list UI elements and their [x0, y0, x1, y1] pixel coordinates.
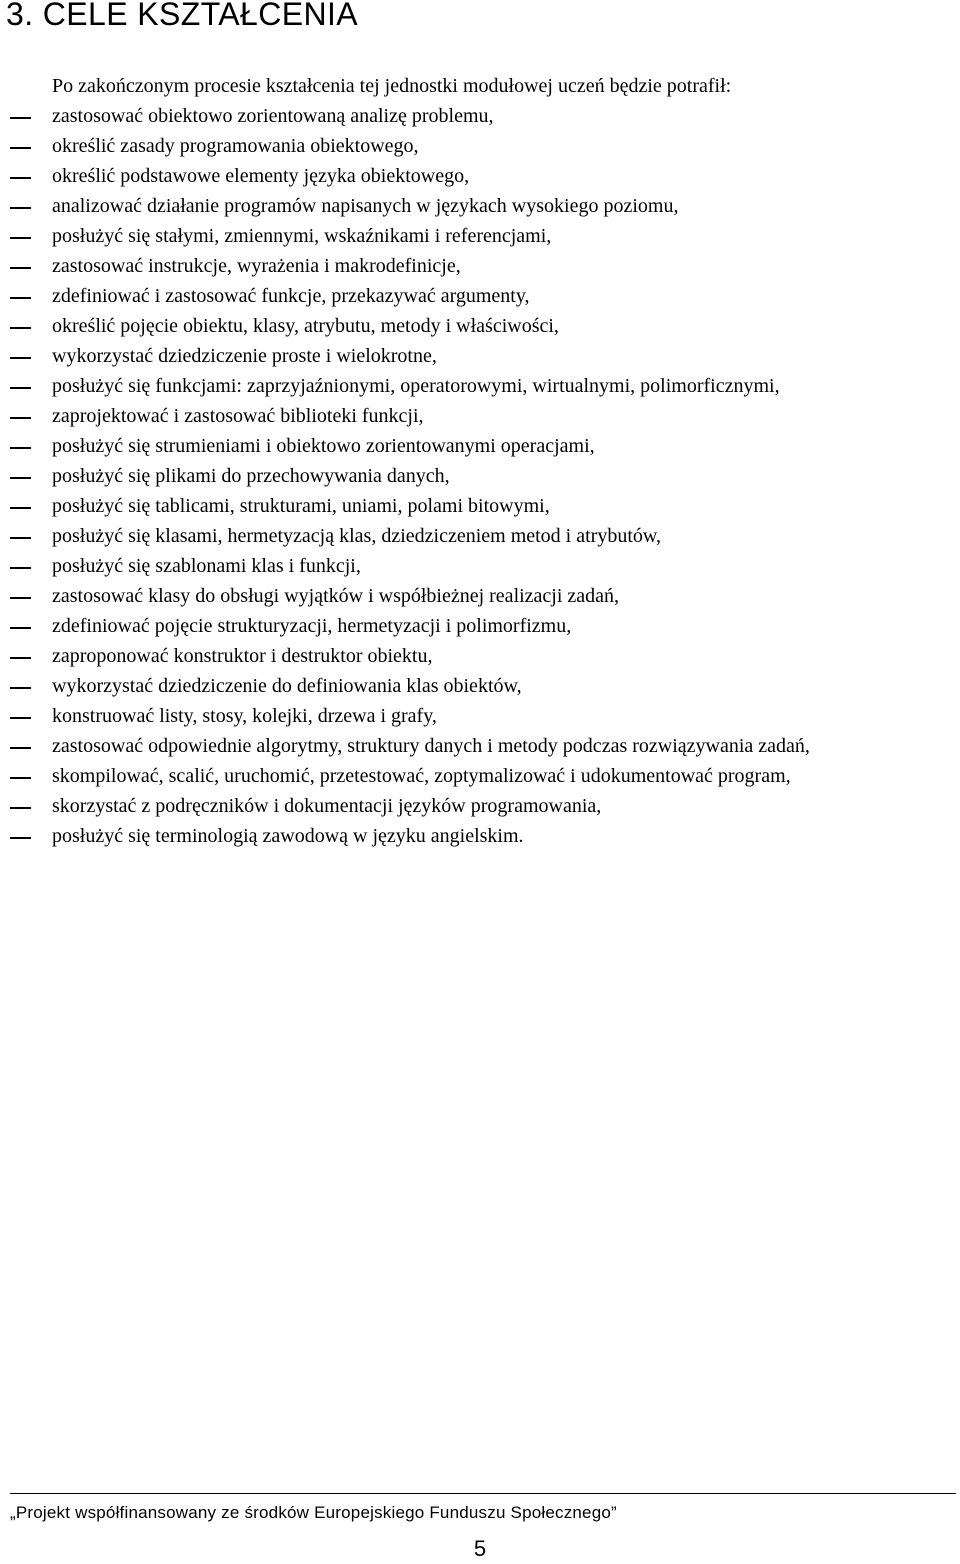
list-item-text: zastosować instrukcje, wyrażenia i makrodefinicje,: [52, 255, 461, 277]
dash-bullet-icon: [10, 807, 31, 809]
list-item-text: określić pojęcie obiektu, klasy, atrybutu, metody i właściwości,: [52, 315, 559, 337]
dash-bullet-icon: [10, 447, 31, 449]
dash-bullet-icon: [10, 387, 31, 389]
list-item: [0, 671, 954, 701]
list-item-text: zastosować odpowiednie algorytmy, struktury danych i metody podczas rozwiązywania zadań,: [52, 735, 810, 757]
list-item-text: posłużyć się funkcjami: zaprzyjaźnionymi, operatorowymi, wirtualnymi, polimorficznymi,: [52, 375, 780, 397]
list-item: [0, 101, 954, 131]
dash-bullet-icon: [10, 177, 31, 179]
objectives-list: [0, 101, 954, 851]
list-item-text: konstruować listy, stosy, kolejki, drzewa i grafy,: [52, 705, 437, 727]
list-item-text: określić zasady programowania obiektowego,: [52, 135, 419, 157]
list-item: [0, 371, 954, 401]
list-item-text: posłużyć się terminologią zawodową w języku angielskim.: [52, 825, 524, 847]
footer-divider: [10, 1493, 956, 1494]
list-item: [0, 461, 954, 491]
list-item-text: posłużyć się klasami, hermetyzacją klas, dziedziczeniem metod i atrybutów,: [52, 525, 662, 547]
list-item-text: posłużyć się plikami do przechowywania danych,: [52, 465, 450, 487]
dash-bullet-icon: [10, 837, 31, 839]
list-item-text: zdefiniować pojęcie strukturyzacji, hermetyzacji i polimorfizmu,: [52, 615, 572, 637]
list-item-text: wykorzystać dziedziczenie proste i wielokrotne,: [52, 345, 437, 367]
list-item: [0, 791, 954, 821]
list-item-text: zaprojektować i zastosować biblioteki funkcji,: [52, 405, 424, 427]
list-item: [0, 641, 954, 671]
dash-bullet-icon: [10, 207, 31, 209]
dash-bullet-icon: [10, 717, 31, 719]
list-item: [0, 761, 954, 791]
list-item: [0, 131, 954, 161]
dash-bullet-icon: [10, 357, 31, 359]
list-item-text: wykorzystać dziedziczenie do definiowania klas obiektów,: [52, 675, 522, 697]
page-number: 5: [473, 1536, 487, 1561]
list-item: [0, 551, 954, 581]
dash-bullet-icon: [10, 117, 31, 119]
dash-bullet-icon: [10, 237, 31, 239]
dash-bullet-icon: [10, 537, 31, 539]
list-item-text: zaproponować konstruktor i destruktor obiektu,: [52, 645, 433, 667]
dash-bullet-icon: [10, 507, 31, 509]
list-item-text: zdefiniować i zastosować funkcje, przekazywać argumenty,: [52, 285, 530, 307]
list-item: [0, 251, 954, 281]
dash-bullet-icon: [10, 477, 31, 479]
dash-bullet-icon: [10, 747, 31, 749]
list-item-text: zastosować obiektowo zorientowaną analizę problemu,: [52, 105, 494, 127]
list-item: [0, 401, 954, 431]
list-item-text: zastosować klasy do obsługi wyjątków i współbieżnej realizacji zadań,: [52, 585, 620, 607]
dash-bullet-icon: [10, 687, 31, 689]
list-item: [0, 731, 954, 761]
list-item-text: posłużyć się tablicami, strukturami, uniami, polami bitowymi,: [52, 495, 550, 517]
dash-bullet-icon: [10, 777, 31, 779]
dash-bullet-icon: [10, 657, 31, 659]
list-item-text: skorzystać z podręczników i dokumentacji języków programowania,: [52, 795, 602, 817]
list-item: [0, 821, 954, 851]
list-item: [0, 701, 954, 731]
dash-bullet-icon: [10, 627, 31, 629]
list-item-text: określić podstawowe elementy języka obiektowego,: [52, 165, 470, 187]
dash-bullet-icon: [10, 567, 31, 569]
intro-text: Po zakończonym procesie kształcenia tej jednostki modułowej uczeń będzie potrafił:: [52, 75, 732, 97]
list-item: [0, 311, 954, 341]
list-item: [0, 221, 954, 251]
section-heading: 3. CELE KSZTAŁCENIA: [6, 0, 359, 32]
dash-bullet-icon: [10, 147, 31, 149]
dash-bullet-icon: [10, 597, 31, 599]
dash-bullet-icon: [10, 327, 31, 329]
list-item: [0, 281, 954, 311]
list-item: [0, 191, 954, 221]
list-item: [0, 161, 954, 191]
list-item: [0, 581, 954, 611]
list-item: [0, 491, 954, 521]
list-item: [0, 341, 954, 371]
dash-bullet-icon: [10, 417, 31, 419]
list-item-text: posłużyć się stałymi, zmiennymi, wskaźnikami i referencjami,: [52, 225, 552, 247]
list-item-text: skompilować, scalić, uruchomić, przetestować, zoptymalizować i udokumentować program,: [52, 765, 791, 787]
list-item-text: posłużyć się strumieniami i obiektowo zorientowanymi operacjami,: [52, 435, 595, 457]
list-item-text: analizować działanie programów napisanych w językach wysokiego poziomu,: [52, 195, 679, 217]
dash-bullet-icon: [10, 267, 31, 269]
list-item: [0, 521, 954, 551]
footer-text: „Projekt współfinansowany ze środków Europejskiego Funduszu Społecznego”: [10, 1503, 617, 1522]
list-item-text: posłużyć się szablonami klas i funkcji,: [52, 555, 361, 577]
list-item: [0, 611, 954, 641]
dash-bullet-icon: [10, 297, 31, 299]
list-item: [0, 431, 954, 461]
